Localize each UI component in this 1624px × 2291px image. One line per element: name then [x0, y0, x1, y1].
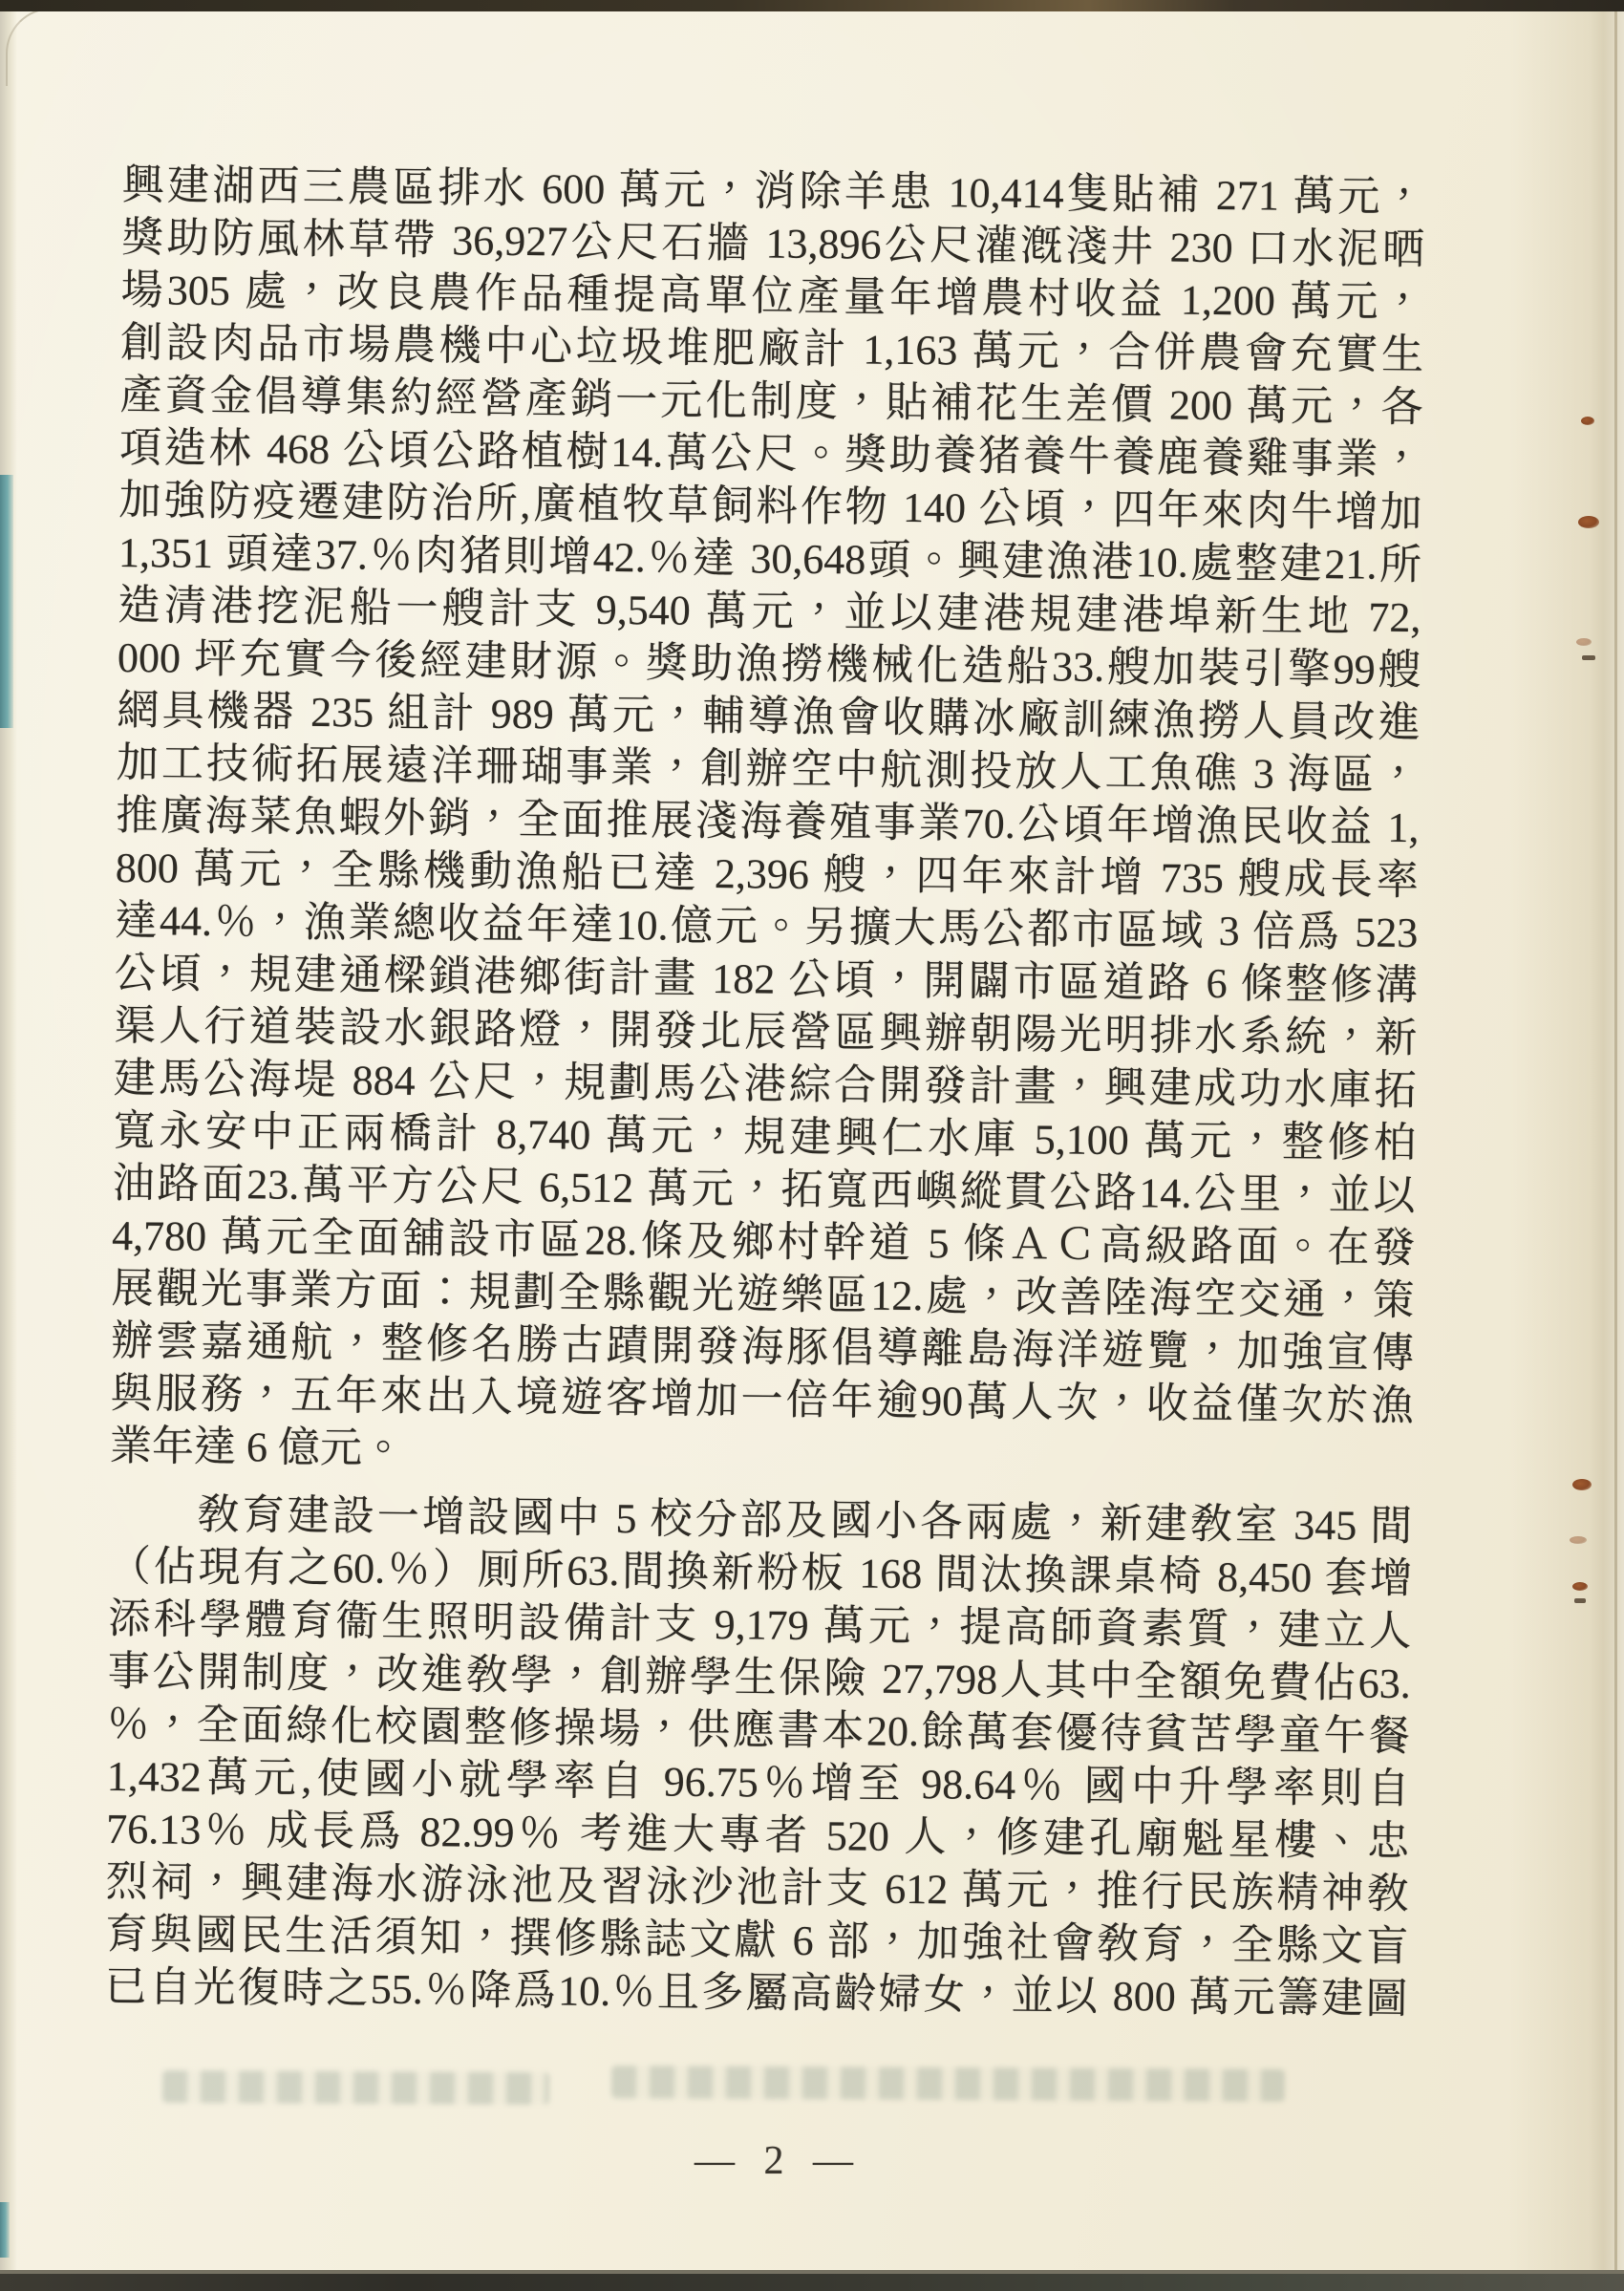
text-line: 興建湖西三農區排水 600 萬元，消除羊患 10,414隻貼補 271 萬元，: [121, 161, 1425, 222]
text-line: 公頃，規建通樑鎖港鄉街計畫 182 公頃，開闢市區道路 6 條整修溝: [114, 949, 1418, 1010]
text-line: 已自光復時之55.％降爲10.％且多屬高齡婦女，並以 800 萬元籌建圖: [104, 1962, 1408, 2023]
foxing-spot: [1574, 1598, 1586, 1603]
paper-right-curl-shadow: [1509, 0, 1624, 2291]
text-line: 1,351 頭達37.％肉猪則增42.％達 30,648頭。興建漁港10.處整建21.所: [118, 528, 1422, 589]
text-line: 加工技術拓展遠洋珊瑚事業，創辦空中航測投放人工魚礁 3 海區，: [116, 739, 1421, 800]
bleedthrough-segment: [162, 2070, 549, 2105]
text-line: 添科學體育衞生照明設備計支 9,179 萬元，提高師資素質，建立人: [108, 1595, 1412, 1656]
foxing-spot: [1576, 638, 1592, 646]
text-line: 產資金倡導集約經營產銷一元化制度，貼補花生差價 200 萬元，各: [119, 371, 1423, 432]
text-line: 創設肉品市場農機中心垃圾堆肥廠計 1,163 萬元，合併農會充實生: [119, 318, 1424, 379]
text-line: 渠人行道裝設水銀路燈，開發北辰營區興辦朝陽光明排水系統，新: [114, 1001, 1418, 1062]
teal-edge-mark: [0, 475, 13, 728]
text-line: 獎助防風林草帶 36,927公尺石牆 13,896公尺灌漑淺井 230 口水泥晒: [120, 213, 1425, 274]
foxing-spot: [1581, 417, 1594, 425]
text-line: 展觀光事業方面：規劃全縣觀光遊樂區12.處，改善陸海空交通，策: [111, 1264, 1415, 1325]
foxing-spot: [1572, 1479, 1592, 1490]
foxing-spot: [1582, 655, 1595, 660]
text-line: ％，全面綠化校園整修操場，供應書本20.餘萬套優待貧苦學童午餐: [107, 1700, 1411, 1761]
text-line: 油路面23.萬平方公尺 6,512 萬元，拓寬西嶼縱貫公路14.公里，並以: [112, 1159, 1416, 1220]
text-line: 1,432萬元,使國小就學率自 96.75％增至 98.64％ 國中升學率則自: [106, 1752, 1410, 1813]
text-line: 推廣海菜魚蝦外銷，全面推展淺海養殖事業70.公頃年增漁民收益 1,: [116, 791, 1420, 852]
scan-bottom-edge: [0, 2270, 1624, 2291]
text-line: 敎育建設一增設國中 5 校分部及國小各兩處，新建敎室 345 間: [197, 1490, 1413, 1551]
paper-left-edge: [0, 10, 17, 2272]
text-line: 育與國民生活須知，撰修縣誌文獻 6 部，加強社會敎育，全縣文盲: [104, 1910, 1409, 1971]
text-line: 事公開制度，改進敎學，創辦學生保險 27,798人其中全額免費佔63.: [107, 1647, 1411, 1708]
teal-edge-mark: [0, 2202, 10, 2258]
text-line: 000 坪充實今後經建財源。獎助漁撈機械化造船33.艘加裝引擎99艘: [117, 633, 1421, 695]
text-line: 800 萬元，全縣機動漁船已達 2,396 艘，四年來計增 735 艘成長率: [115, 844, 1420, 905]
text-line: 項造林 468 公頃公路植樹14.萬公尺。獎助養猪養牛養鹿養雞事業，: [118, 423, 1423, 484]
text-line: 4,780 萬元全面舖設市區28.條及鄉村幹道 5 條ＡＣ高級路面。在發: [111, 1211, 1416, 1273]
foxing-spot: [1578, 516, 1599, 528]
foxing-spot: [1570, 1536, 1587, 1544]
text-line: 業年達 6 億元。: [109, 1422, 405, 1472]
text-line: 達44.％，漁業總收益年達10.億元。另擴大馬公都市區域 3 倍爲 523: [115, 896, 1419, 957]
text-line: （佔現有之60.％）厠所63.間換新粉板 168 間汰換課桌椅 8,450 套增: [108, 1542, 1413, 1603]
text-line: 加強防疫遷建防治所,廣植牧草飼料作物 140 公頃，四年來肉牛增加: [118, 476, 1422, 537]
page-number: — 2 —: [694, 2139, 853, 2183]
text-line: 寬永安中正兩橋計 8,740 萬元，規建興仁水庫 5,100 萬元，整修柏: [112, 1106, 1417, 1167]
text-line: 造清港挖泥船一艘計支 9,540 萬元，並以建港規建港埠新生地 72,: [118, 581, 1421, 642]
text-line: 網具機器 235 組計 989 萬元，輔導漁會收購冰廠訓練漁撈人員改進: [117, 686, 1421, 747]
text-line: 76.13％ 成長爲 82.99％ 考進大專者 520 人，修建孔廟魁星樓、忠: [105, 1805, 1410, 1866]
bleedthrough-segment: [611, 2066, 1285, 2102]
paper-right-edge: [1614, 0, 1617, 2291]
page-text: [104, 159, 1425, 2025]
scan-top-edge: [0, 0, 1624, 11]
text-line: 建馬公海堤 884 公尺，規劃馬公港綜合開發計畫，興建成功水庫拓: [113, 1054, 1417, 1115]
foxing-spot: [1572, 1582, 1588, 1591]
text-line: 辦雲嘉通航，整修名勝古蹟開發海豚倡導離島海洋遊覽，加強宣傳: [110, 1317, 1415, 1378]
text-line: 與服務，五年來出入境遊客增加一倍年逾90萬人次，收益僅次於漁: [110, 1369, 1414, 1430]
text-line: 場305 處，改良農作品種提高單位產量年增農村收益 1,200 萬元，: [120, 266, 1424, 327]
text-line: 烈祠，興建海水游泳池及習泳沙池計支 612 萬元，推行民族精神敎: [105, 1857, 1409, 1918]
